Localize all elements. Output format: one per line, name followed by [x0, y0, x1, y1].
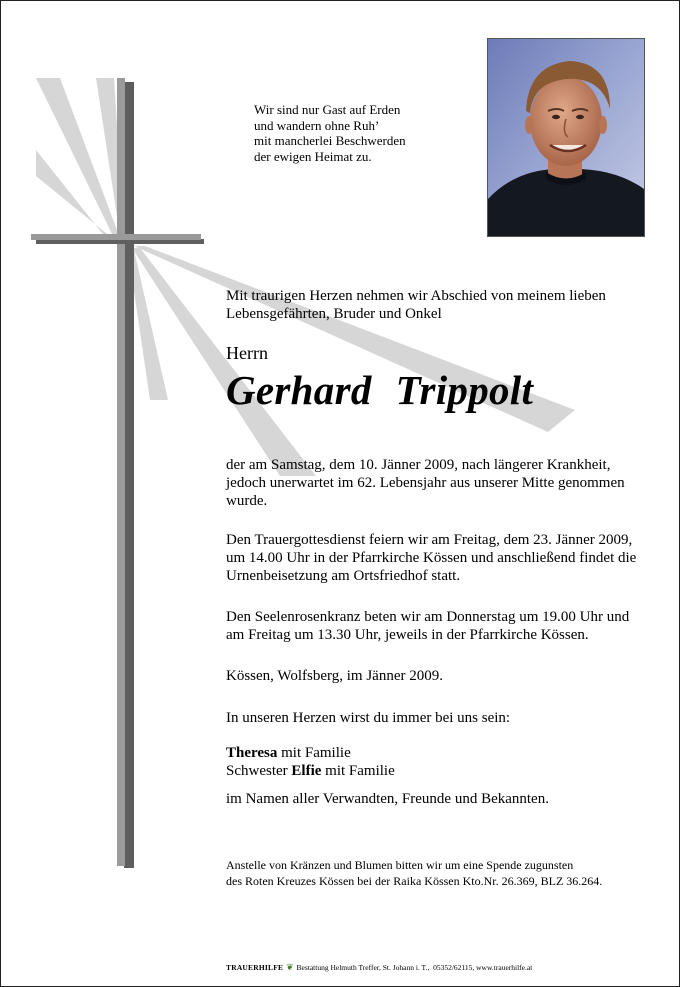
- footer-brand: TRAUERHILFE: [226, 963, 284, 972]
- poem-line: mit mancherlei Beschwerden: [254, 133, 406, 148]
- note-line: Anstelle von Kränzen und Blumen bitten wir um eine Spende zugunsten: [226, 858, 574, 872]
- note-line: des Roten Kreuzes Kössen bei der Raika Kössen Kto.Nr. 26.369, BLZ 36.264.: [226, 874, 603, 888]
- first-name: Gerhard: [226, 367, 372, 413]
- paragraph-line: am Freitag um 13.30 Uhr, jeweils in der Pfarrkirche Kössen.: [226, 627, 589, 643]
- intro-line: Mit traurigen Herzen nehmen wir Abschied von meinem lieben: [226, 288, 606, 304]
- donation-note: [226, 857, 602, 889]
- cross-horizontal-beam: [31, 234, 201, 240]
- cross-vertical-shadow: [124, 82, 134, 868]
- mourner-name: Elfie: [291, 763, 322, 779]
- paragraph-line: jedoch unerwartet im 62. Lebensjahr aus unserer Mitte genommen: [226, 475, 625, 491]
- farewell-line: In unseren Herzen wirst du immer bei uns sein:: [226, 710, 511, 726]
- mourner-name: Theresa: [226, 745, 278, 761]
- relatives-line: im Namen aller Verwandten, Freunde und Bekannten.: [226, 791, 549, 807]
- paragraph-line: Den Trauergottesdienst feiern wir am Freitag, dem 23. Jänner 2009,: [226, 532, 633, 548]
- paragraph-line: Den Seelenrosenkranz beten wir am Donnerstag um 19.00 Uhr und: [226, 609, 630, 625]
- mourner-prefix: Schwester: [226, 763, 292, 779]
- poem-line: der ewigen Heimat zu.: [254, 148, 372, 164]
- funeral-service-paragraph: [226, 531, 636, 585]
- mourner-line: [226, 744, 395, 762]
- cross: [31, 78, 204, 868]
- place-date: Kössen, Wolfsberg, im Jänner 2009.: [226, 668, 443, 684]
- leaf-icon: ❦: [286, 962, 294, 972]
- poem-line: Wir sind nur Gast auf Erden: [254, 102, 401, 117]
- intro-text: [226, 287, 606, 323]
- footer-text: Bestattung Helmuth Treffer, St. Johann i. T., 05352/62115, www.trauerhilfe.at: [296, 963, 533, 972]
- mourners-list: [226, 744, 395, 780]
- mourner-line: [226, 762, 395, 780]
- mourner-suffix: mit Familie: [321, 763, 395, 779]
- paragraph-line: wurde.: [226, 493, 268, 509]
- poem-line: und wandern ohne Ruh’: [254, 117, 380, 133]
- intro-line: Lebensgefährten, Bruder und Onkel: [226, 306, 442, 322]
- poem: [254, 102, 406, 164]
- footer: [226, 962, 532, 973]
- paragraph-line: Urnenbeisetzung am Ortsfriedhof statt.: [226, 568, 461, 584]
- rosary-paragraph: [226, 608, 629, 644]
- salutation: Herrn: [226, 343, 268, 363]
- paragraph-line: der am Samstag, dem 10. Jänner 2009, nach längerer Krankheit,: [226, 457, 611, 473]
- deceased-name: [226, 366, 533, 414]
- last-name: Trippolt: [395, 367, 534, 413]
- paragraph-line: um 14.00 Uhr in der Pfarrkirche Kössen und anschließend findet die: [226, 550, 637, 566]
- portrait-photo: [487, 38, 645, 237]
- cross-vertical-beam: [117, 78, 125, 866]
- death-notice-paragraph: [226, 456, 625, 510]
- mourner-suffix: mit Familie: [277, 745, 351, 761]
